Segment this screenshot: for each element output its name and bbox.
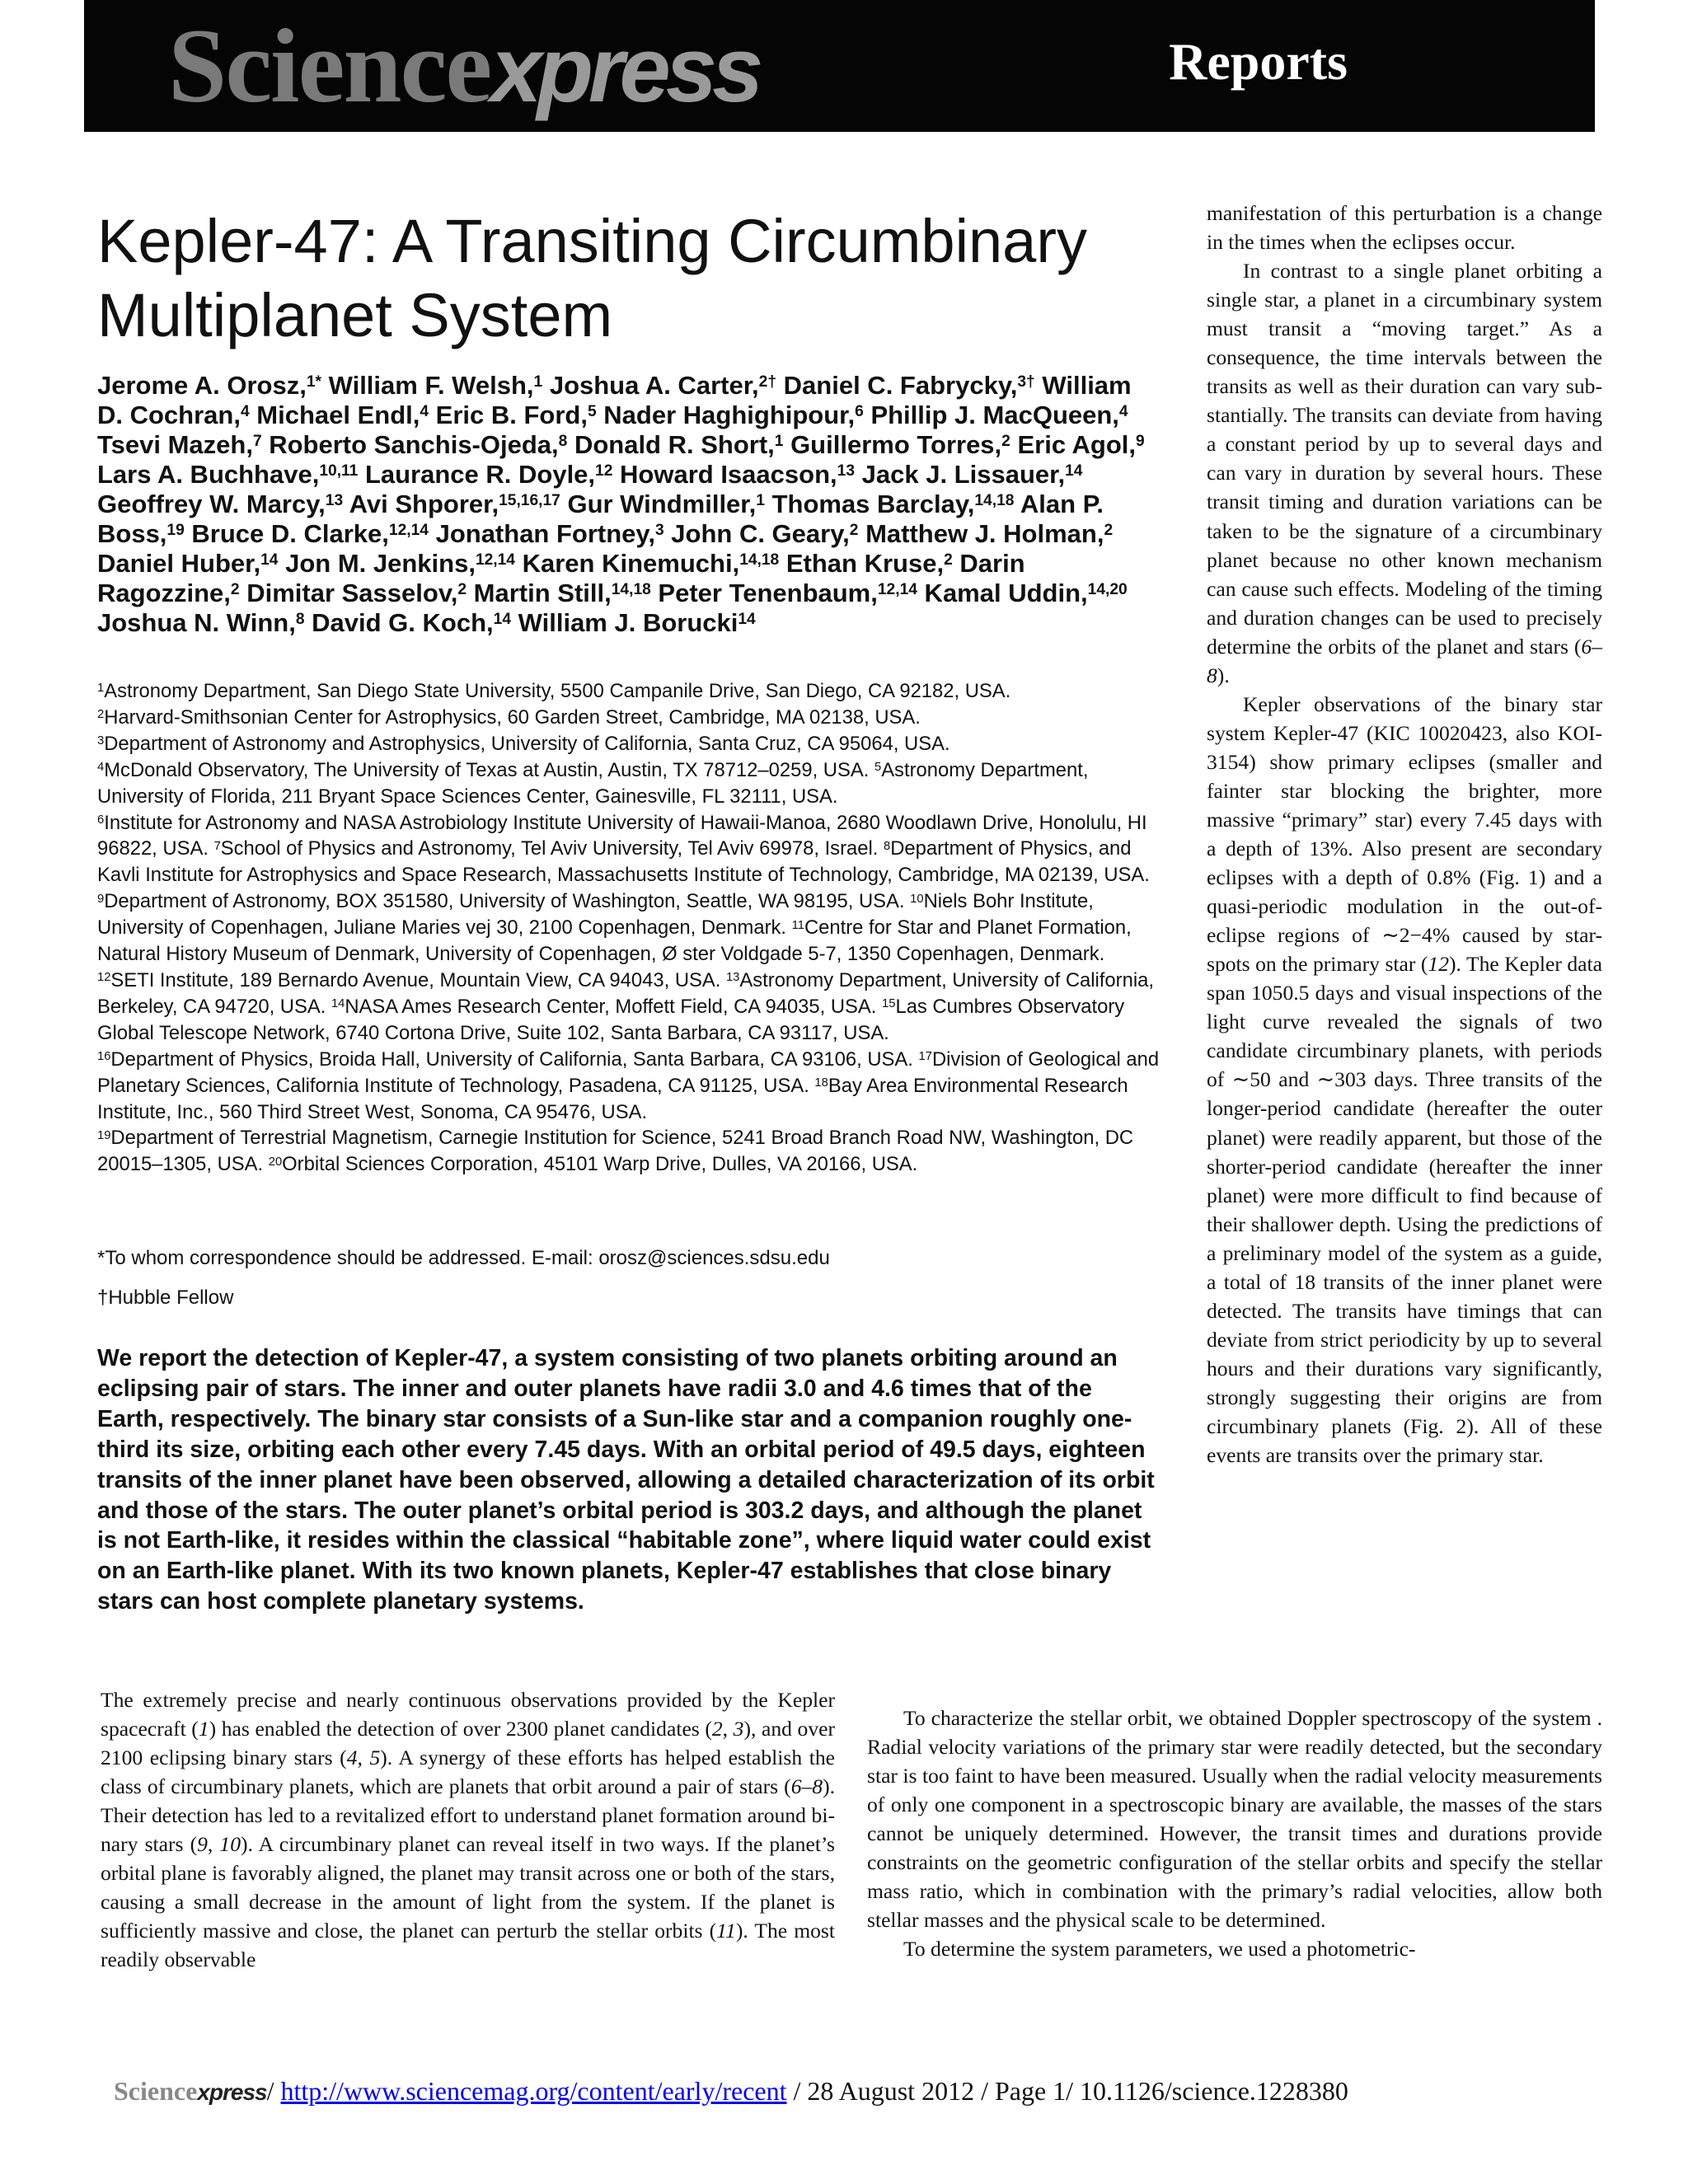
paragraph: To determine the system parameters, we used a photometric-	[903, 1937, 1416, 1961]
hubble-fellow-note: †Hubble Fellow	[97, 1286, 234, 1309]
science-express-logo	[168, 8, 758, 124]
abstract: We report the detection of Kepler-47, a system consisting of two planets orbiting around an eclipsing pair of stars. The inner and outer planets have radii 3.0 and 4.6 times that of the Earth, respectively. The binary star consists of a Sun-like star and a companion roughly one-third its size, orbiting each other every 7.45 days. With an orbital period of 49.5 days, eighteen transits of the inner planet have been observed, allowing a detailed characterization of its orbit and those of the stars. The outer planet’s orbital period is 303.2 days, and although the planet is not Earth-like, it resides within the classical “habitable zone”, where liquid water could exist on an Earth-like planet. With its two known planets, Kepler-47 establishes that close binary stars can host complete planetary systems.	[97, 1345, 1155, 1615]
paragraph: To characterize the stellar orbit, we obtained Doppler spectroscopy of the system . Radial velocity variations of the primary star were readily detected, but the secondary star is too faint to have been measured. Usually when the radial velocity measurements of only one component in a spectroscopic binary are available, the masses of the stars cannot be uniquely determined. However, the transit times and durations provide constraints on the geometric configuration of the stellar orbits and specify the stellar mass ratio, which in combination with the primary’s radial velocities, allow both stellar masses and the physical scale to be determined.	[867, 1706, 1602, 1933]
footer-separator: /	[266, 2076, 281, 2106]
author-list: Jerome A. Orosz,$^{1*}$ William F. Welsh,$^1$ Joshua A. Carter,$^{2\dagger}$ Daniel C. Fabrycky,$^{3\dagger}$ William D. Cochran,$^4$ Michael Endl,$^4$ Eric B. Ford,$^5$ Nader Haghighipour,$^6$ Phillip J. MacQueen,$^4$ Tsevi Mazeh,$^7$ Roberto Sanchis-Ojeda,$^8$ Donald R. Short,$^1$ Guillermo Torres,$^2$ Eric Agol,$^9$ Lars A. Buchhave,$^{10,11}$ Laurance R. Doyle,$^{12}$ Howard Isaacson,$^{13}$ Jack J. Lissauer,$^{14}$ Geoffrey W. Marcy,$^{13}$ Avi Shporer,$^{15,16,17}$ Gur Windmiller,$^1$ Thomas Barclay,$^{14,18}$ Alan P. Boss,$^{19}$ Bruce D. Clarke,$^{12,14}$ Jonathan Fortney,$^3$ John C. Geary,$^2$ Matthew J. Holman,$^2$ Daniel Huber,$^{14}$ Jon M. Jenkins,$^{12,14}$ Karen Kinemuchi,$^{14,18}$ Ethan Kruse,$^2$ Darin Ragozzine,$^2$ Dimitar Sasselov,$^2$ Martin Still,$^{14,18}$ Peter Tenenbaum,$^{12,14}$ Kamal Uddin,$^{14,20}$ Joshua N. Winn,$^8$ David G. Koch,$^{14}$ William J. Borucki$^{14}$	[97, 371, 1145, 637]
logo-science-text: Science	[168, 7, 491, 124]
paragraph: Kepler observations of the binary star system Kepler-47 (KIC 10020423, also KOI-3154) show primary eclipses (smaller and fainter star blocking the brighter, more massive “primary” star) every 7.45 days with a depth of 13%. Also present are secondary eclipses with a depth of 0.8% (Fig. 1) and a quasi-periodic modulation in the out-of-eclipse regions of ∼2−4% caused by star-spots on the primary star (12). The Kepler data span 1050.5 days and visual inspections of the light curve revealed the signals of two candidate circumbinary planets, with periods of ∼50 and ∼303 days. Three transits of the longer-period candidate (hereafter the outer planet) were readily apparent, but those of the shorter-period candidate (hereafter the inner planet) were more difficult to find because of their shallower depth. Using the predictions of a preliminary model of the system as a guide, a total of 18 transits of the inner planet were detected. The transits have timings that can deviate from strict periodicity by up to several hours and their durations vary significantly, strongly suggesting their origins are from circumbinary planets (Fig. 2). All of these events are transits over the primary star.	[1207, 691, 1602, 1468]
footer-logo-express: xpress	[197, 2079, 267, 2105]
affiliations: $^1$Astronomy Department, San Diego State University, 5500 Campanile Drive, San Diego, CA 92182, USA. $^2$Harvard-Smithsonian Center for Astrophysics, 60 Garden Street, Cambridge, MA 02138, USA. $^3$Department of Astronomy and Astrophysics, University of California, Santa Cruz, CA 95064, USA. $^4$McDonald Observatory, The University of Texas at Austin, Austin, TX 78712–0259, USA. $^5$Astronomy Department, University of Florida, 211 Bryant Space Sciences Center, Gainesville, FL 32111, USA. $^6$Institute for Astronomy and NASA Astrobiology Institute University of Hawaii-Manoa, 2680 Woodlawn Drive, Honolulu, HI 96822, USA. $^7$School of Physics and Astronomy, Tel Aviv University, Tel Aviv 69978, Israel. $^8$Department of Physics, and Kavli Institute for Astrophysics and Space Research, Massachusetts Institute of Technology, Cambridge, MA 02139, USA. $^9$Department of Astronomy, BOX 351580, University of Washington, Seattle, WA 98195, USA. $^{10}$Niels Bohr Institute, University of Copenhagen, Juliane Maries vej 30, 2100 Copenhagen, Denmark. $^{11}$Centre for Star and Planet Formation, Natural History Museum of Denmark, University of Copenhagen, Ø ster Voldgade 5-7, 1350 Copenhagen, Denmark. $^{12}$SETI Institute, 189 Bernardo Avenue, Mountain View, CA 94043, USA. $^{13}$Astronomy Department, University of California, Berkeley, CA 94720, USA. $^{14}$NASA Ames Research Center, Moffett Field, CA 94035, USA. $^{15}$Las Cumbres Observatory Global Telescope Network, 6740 Cortona Drive, Suite 102, Santa Barbara, CA 93117, USA. $^{16}$Department of Physics, Broida Hall, University of California, Santa Barbara, CA 93106, USA. $^{17}$Division of Geological and Planetary Sciences, California Institute of Technology, Pasadena, CA 91125, USA. $^{18}$Bay Area Environmental Research Institute, Inc., 560 Third Street West, Sonoma, CA 95476, USA. $^{19}$Department of Terrestrial Magnetism, Carnegie Institution for Science, 5241 Broad Branch Road NW, Washington, DC 20015–1305, USA. $^{20}$Orbital Sciences Corporation, 45101 Warp Drive, Dulles, VA 20166, USA.	[97, 680, 1160, 1176]
section-label: Reports	[1169, 32, 1348, 91]
header-banner	[84, 0, 1595, 132]
logo-express-text: xpress	[490, 18, 759, 121]
body-column-middle	[867, 1704, 1602, 1963]
footer-logo-science: Science	[114, 2076, 198, 2106]
paragraph: In contrast to a single planet orbiting a single star, a planet in a circumbinary system must transit a “moving target.” As a consequence, the time intervals between the transits as well as their duration can vary substantially. The transits can deviate from having a constant period by up to several days and can vary in duration by several hours. These transit timing and duration variations can be taken to be the signature of a circumbinary planet because no other known mechanism can cause such effects. Modeling of the timing and duration changes can be used to precisely determine the orbits of the planet and stars (6–8).	[1207, 259, 1602, 687]
title-line-1: Kepler-47: A Transiting Circumbinary	[97, 207, 1087, 275]
paragraph: The extremely precise and nearly continuous observations provided by the Kepler spacecraft (1) has enabled the detection of over 2300 planet candidates (2, 3), and over 2100 eclipsing binary stars (4, 5). A synergy of these efforts has helped establish the class of circumbinary planets, which are planets that orbit around a pair of stars (6–8). Their detection has led to a revitalized effort to understand planet formation around binary stars (9, 10). A circumbinary planet can reveal itself in two ways. If the planet’s orbital plane is favorably aligned, the planet may transit across one or both of the stars, causing a small decrease in the amount of light from the system. If the planet is sufficiently massive and close, the planet can perturb the stellar orbits (11). The most readily observable	[101, 1688, 836, 1972]
correspondence-note: *To whom correspondence should be addressed. E-mail: orosz@sciences.sdsu.edu	[97, 1247, 830, 1269]
footer-citation: / 28 August 2012 / Page 1/ 10.1126/science.1228380	[786, 2076, 1348, 2106]
paragraph: manifestation of this perturbation is a change in the times when the eclipses occur.	[1207, 201, 1602, 255]
body-column-right	[1207, 199, 1602, 1469]
page-footer	[114, 2074, 1348, 2109]
title-line-2: Multiplanet System	[97, 281, 613, 349]
article-title	[97, 204, 1169, 353]
body-column-left	[101, 1685, 835, 1974]
footer-link[interactable]: http://www.sciencemag.org/content/early/recent	[280, 2076, 787, 2106]
